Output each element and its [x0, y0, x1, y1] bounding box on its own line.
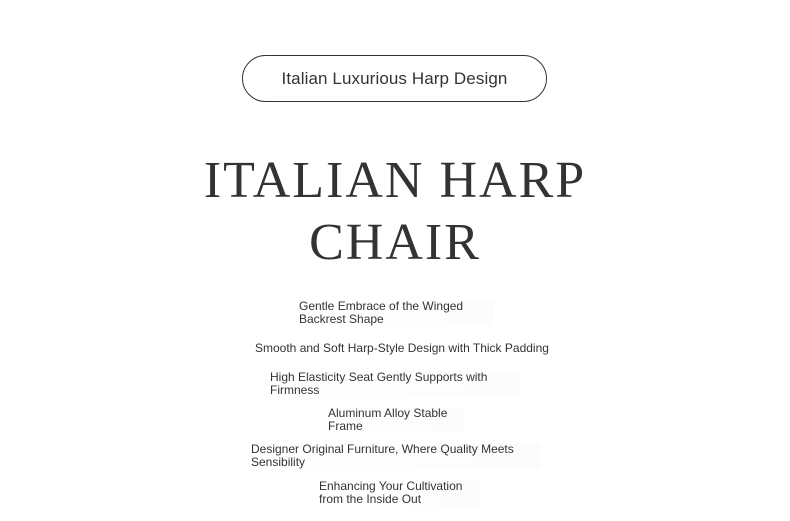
design-badge — [242, 55, 547, 102]
feature-item: Enhancing Your Cultivation from the Inside Out — [319, 480, 479, 506]
page-title — [0, 150, 790, 274]
feature-item: High Elasticity Seat Gently Supports with Firmness — [270, 371, 520, 397]
feature-item: Smooth and Soft Harp-Style Design with Thick Padding — [255, 341, 549, 355]
design-badge-label: Italian Luxurious Harp Design — [281, 68, 508, 88]
feature-item: Gentle Embrace of the Winged Backrest Shape — [299, 300, 494, 326]
feature-item: Aluminum Alloy Stable Frame — [328, 407, 463, 433]
feature-item: Designer Original Furniture, Where Quality Meets Sensibility — [251, 443, 541, 469]
page-title-line-2: CHAIR — [309, 214, 481, 271]
page-title-line-1: ITALIAN HARP — [203, 152, 587, 209]
